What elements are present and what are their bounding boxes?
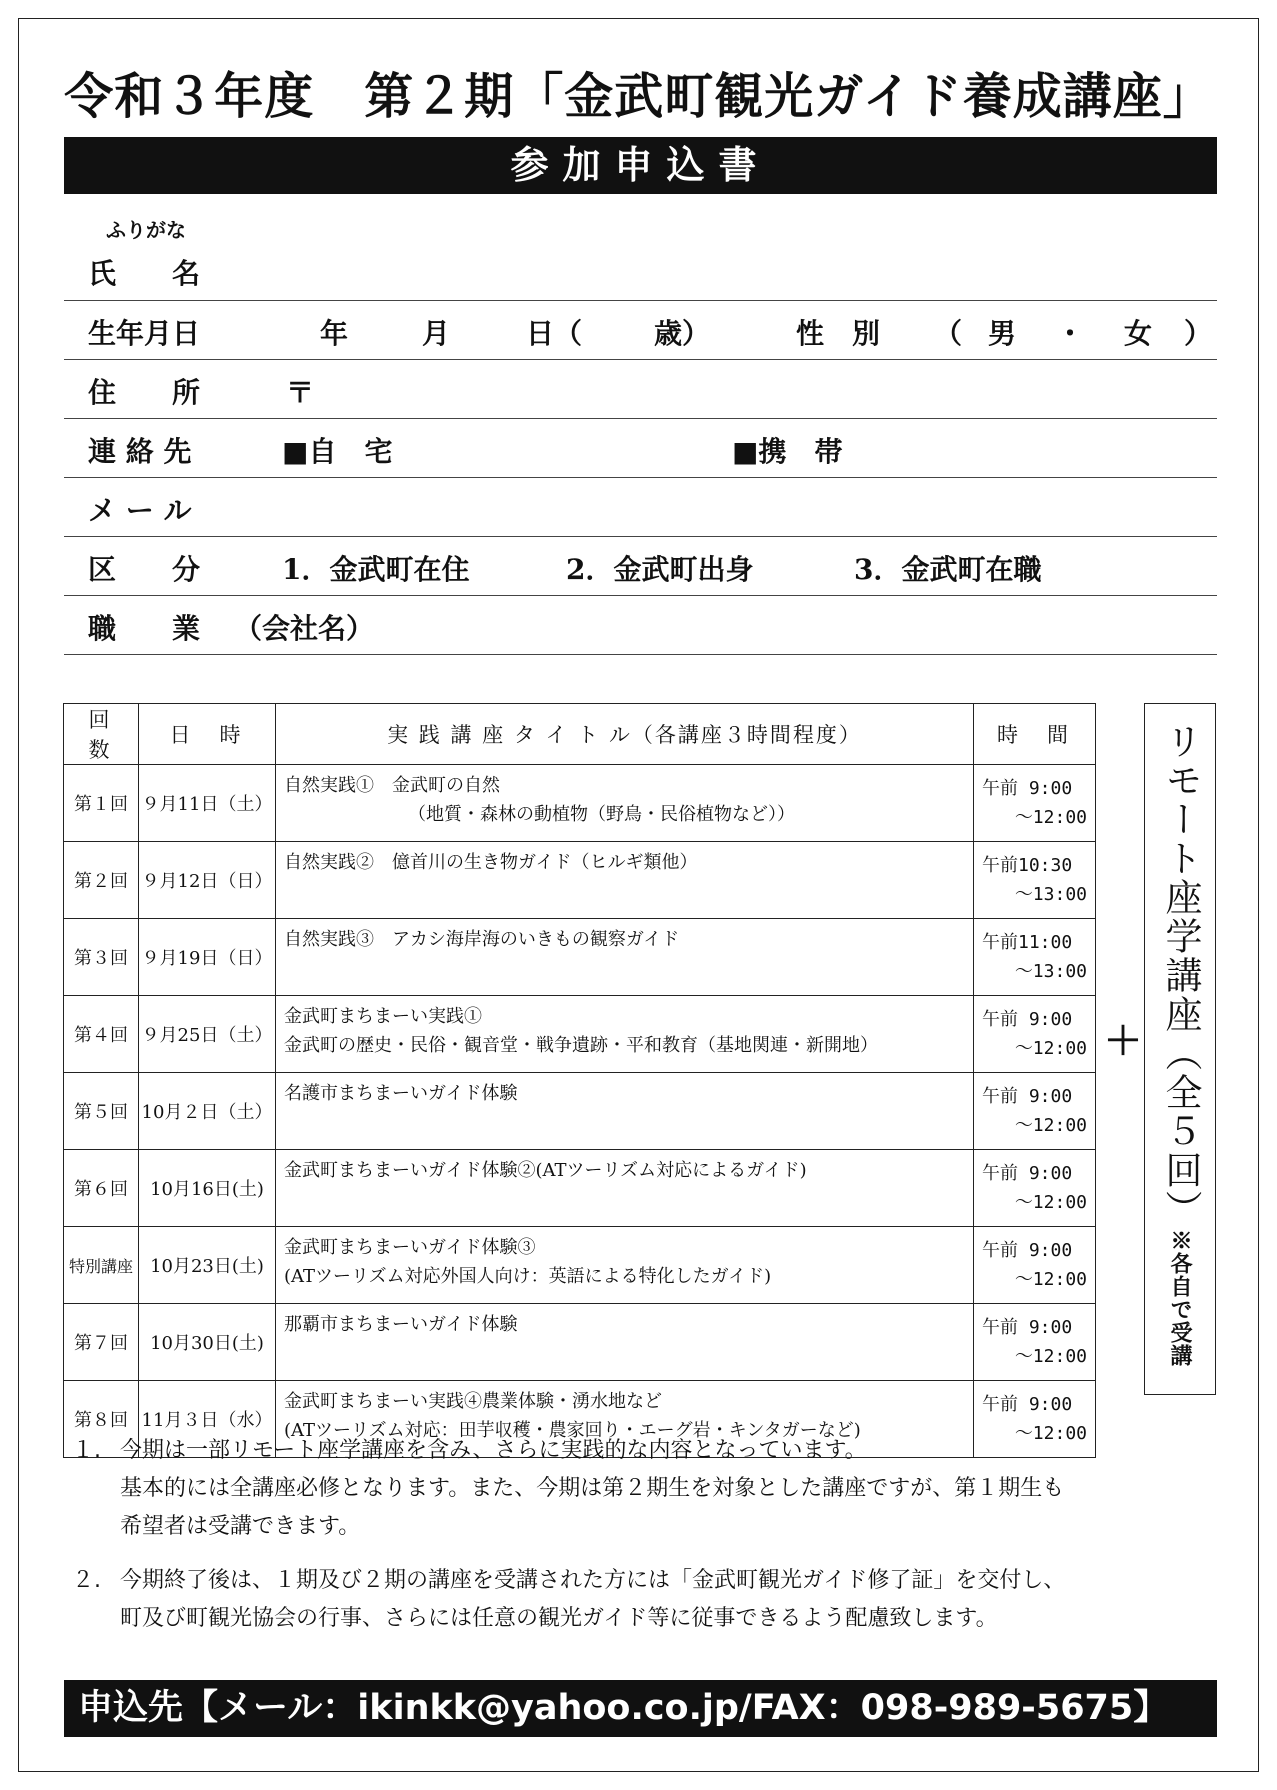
session-start: 午前 9:00 bbox=[982, 1086, 1073, 1107]
session-title-line1: 名護市まちまーいガイド体験 bbox=[284, 1083, 518, 1104]
application-contact: 申込先【メール：ikinkk@yahoo.co.jp/FAX：098-989-5675】 bbox=[64, 1680, 1217, 1737]
session-start: 午前 9:00 bbox=[982, 1009, 1073, 1030]
gender-paren-close: ） bbox=[1184, 317, 1213, 350]
note-line: 今期は一部リモート座学講座を含み、さらに実践的な内容となっています。 bbox=[120, 1438, 867, 1463]
schedule-table bbox=[63, 703, 1096, 1458]
session-title bbox=[276, 1304, 974, 1381]
postal-mark: 〒 bbox=[286, 376, 315, 409]
table-row bbox=[64, 1304, 1096, 1381]
session-date: 10月30日(土) bbox=[139, 1304, 276, 1381]
job-note: （会社名） bbox=[234, 612, 375, 645]
gender-male-option: 男 bbox=[988, 317, 1017, 350]
session-date: 10月23日(土) bbox=[139, 1227, 276, 1304]
session-time bbox=[974, 1227, 1096, 1304]
age-label: 歳） bbox=[654, 317, 711, 350]
job-row bbox=[64, 595, 1217, 655]
session-end: ～12:00 bbox=[1014, 1192, 1087, 1213]
session-title-line1: 自然実践② 億首川の生き物ガイド（ヒルギ類他） bbox=[284, 852, 698, 873]
session-title-line1: 自然実践① 金武町の自然 bbox=[284, 775, 500, 796]
session-title-line1: 金武町まちまーい実践④農業体験・湧水地など bbox=[284, 1391, 662, 1412]
remote-lecture-title: リモート座学講座（全５回） bbox=[1159, 722, 1202, 1229]
session-date: 10月16日(土) bbox=[139, 1150, 276, 1227]
remote-lecture-box bbox=[1144, 703, 1216, 1395]
session-title-line1: 那覇市まちまーいガイド体験 bbox=[284, 1314, 518, 1335]
table-row bbox=[64, 1150, 1096, 1227]
session-date: ９月19日（日） bbox=[139, 919, 276, 996]
session-title-line2: (ATツーリズム対応：田芋収穫・農家回り・エーグ岩・キンタガーなど) bbox=[284, 1420, 861, 1441]
address-label: 住 所 bbox=[88, 376, 201, 409]
category-row bbox=[64, 536, 1217, 596]
session-start: 午前 9:00 bbox=[982, 778, 1073, 799]
gender-female-option: 女 bbox=[1124, 317, 1153, 350]
name-row bbox=[64, 218, 1217, 301]
note-item bbox=[72, 1432, 1222, 1546]
category-option-2: 2．金武町出身 bbox=[566, 553, 754, 586]
header-date: 日 時 bbox=[139, 704, 276, 765]
birth-row bbox=[64, 300, 1217, 360]
page-title: 令和３年度 第２期「金武町観光ガイド養成講座」 bbox=[64, 68, 1213, 125]
table-row bbox=[64, 842, 1096, 919]
session-time bbox=[974, 1304, 1096, 1381]
session-title-line2: （地質・森林の動植物（野鳥・民俗植物など）） bbox=[408, 804, 795, 825]
gender-label: 性 別 bbox=[796, 317, 881, 350]
session-start: 午前11:00 bbox=[982, 932, 1073, 953]
session-start: 午前 9:00 bbox=[982, 1317, 1073, 1338]
plus-sign: ＋ bbox=[1104, 1019, 1143, 1063]
year-label: 年 bbox=[320, 317, 349, 350]
note-line: 今期終了後は、１期及び２期の講座を受講された方には「金武町観光ガイド修了証」を交付し、 bbox=[120, 1568, 1066, 1593]
note-item bbox=[72, 1562, 1222, 1638]
session-start: 午前 9:00 bbox=[982, 1240, 1073, 1261]
session-date: ９月12日（日） bbox=[139, 842, 276, 919]
contact-label: 連 絡 先 bbox=[88, 435, 192, 468]
remote-lecture-text bbox=[1160, 722, 1200, 1367]
session-title bbox=[276, 996, 974, 1073]
session-number: 第６回 bbox=[64, 1150, 139, 1227]
session-time bbox=[974, 996, 1096, 1073]
session-title-line1: 金武町まちまーいガイド体験③ bbox=[284, 1237, 536, 1258]
home-phone-label: ■自 宅 bbox=[282, 435, 393, 468]
note-line: 基本的には全講座必修となります。また、今期は第２期生を対象とした講座ですが、第１期生も bbox=[120, 1476, 1065, 1501]
day-label: 日（ bbox=[526, 317, 583, 350]
session-end: ～12:00 bbox=[1014, 1423, 1087, 1444]
session-title-line2: 金武町の歴史・民俗・観音堂・戦争遺跡・平和教育（基地関連・新開地） bbox=[284, 1035, 878, 1056]
session-start: 午前 9:00 bbox=[982, 1163, 1073, 1184]
form-heading: 参加申込書 bbox=[64, 137, 1217, 194]
session-time bbox=[974, 765, 1096, 842]
session-start: 午前10:30 bbox=[982, 855, 1073, 876]
session-end: ～13:00 bbox=[1014, 961, 1087, 982]
session-date: 10月２日（土） bbox=[139, 1073, 276, 1150]
note-number: ２. bbox=[72, 1568, 101, 1593]
gender-separator: ・ bbox=[1056, 317, 1085, 350]
notes-section bbox=[72, 1432, 1222, 1654]
table-row bbox=[64, 1227, 1096, 1304]
address-row bbox=[64, 359, 1217, 419]
session-title-line1: 金武町まちまーい実践① bbox=[284, 1006, 482, 1027]
furigana-label: ふりがな bbox=[106, 218, 186, 242]
mobile-phone-label: ■携 帯 bbox=[732, 435, 843, 468]
session-number: 第５回 bbox=[64, 1073, 139, 1150]
note-number: １. bbox=[72, 1438, 101, 1463]
session-end: ～12:00 bbox=[1014, 1269, 1087, 1290]
session-number: 第７回 bbox=[64, 1304, 139, 1381]
session-title-line2: (ATツーリズム対応外国人向け：英語による特化したガイド) bbox=[284, 1266, 772, 1287]
category-option-1: 1．金武町在住 bbox=[282, 553, 470, 586]
session-end: ～13:00 bbox=[1014, 884, 1087, 905]
session-title-line1: 金武町まちまーいガイド体験②(ATツーリズム対応によるガイド) bbox=[284, 1160, 807, 1181]
email-label: メ ー ル bbox=[88, 494, 192, 527]
session-end: ～12:00 bbox=[1014, 1346, 1087, 1367]
session-date: ９月11日（土） bbox=[139, 765, 276, 842]
table-row bbox=[64, 919, 1096, 996]
session-title bbox=[276, 842, 974, 919]
session-time bbox=[974, 919, 1096, 996]
gender-paren-open: （ bbox=[934, 317, 963, 350]
table-row bbox=[64, 1073, 1096, 1150]
job-label: 職 業 bbox=[88, 612, 201, 645]
month-label: 月 bbox=[422, 317, 451, 350]
header-title: 実 践 講 座 タ イ ト ル（各講座３時間程度） bbox=[276, 704, 974, 765]
category-option-3: 3．金武町在職 bbox=[854, 553, 1042, 586]
email-row bbox=[64, 477, 1217, 537]
header-time: 時 間 bbox=[974, 704, 1096, 765]
session-start: 午前 9:00 bbox=[982, 1394, 1073, 1415]
session-title-line1: 自然実践③ アカシ海岸海のいきもの観察ガイド bbox=[284, 929, 680, 950]
session-end: ～12:00 bbox=[1014, 1038, 1087, 1059]
session-title bbox=[276, 1150, 974, 1227]
session-number: 第２回 bbox=[64, 842, 139, 919]
contact-row bbox=[64, 418, 1217, 478]
session-number: 第３回 bbox=[64, 919, 139, 996]
session-title bbox=[276, 765, 974, 842]
header-session: 回 数 bbox=[64, 704, 139, 765]
session-title bbox=[276, 1073, 974, 1150]
session-date: 11月３日（水） bbox=[139, 1381, 276, 1458]
session-number: 第８回 bbox=[64, 1381, 139, 1458]
session-time bbox=[974, 1073, 1096, 1150]
birth-label: 生年月日 bbox=[88, 317, 201, 350]
session-number: 特別講座 bbox=[64, 1227, 139, 1304]
session-title bbox=[276, 919, 974, 996]
session-date: ９月25日（土） bbox=[139, 996, 276, 1073]
category-label: 区 分 bbox=[88, 553, 201, 586]
note-line: 町及び町観光協会の行事、さらには任意の観光ガイド等に従事できるよう配慮致します。 bbox=[120, 1606, 998, 1631]
table-row bbox=[64, 765, 1096, 842]
table-row bbox=[64, 996, 1096, 1073]
session-end: ～12:00 bbox=[1014, 807, 1087, 828]
session-number: 第１回 bbox=[64, 765, 139, 842]
session-title bbox=[276, 1227, 974, 1304]
remote-lecture-note: ※各自で受講 bbox=[1167, 1229, 1193, 1367]
schedule-header-row bbox=[64, 704, 1096, 765]
session-time bbox=[974, 1150, 1096, 1227]
session-number: 第４回 bbox=[64, 996, 139, 1073]
note-line: 希望者は受講できます。 bbox=[120, 1514, 361, 1539]
session-end: ～12:00 bbox=[1014, 1115, 1087, 1136]
session-time bbox=[974, 842, 1096, 919]
name-label: 氏 名 bbox=[88, 257, 201, 290]
